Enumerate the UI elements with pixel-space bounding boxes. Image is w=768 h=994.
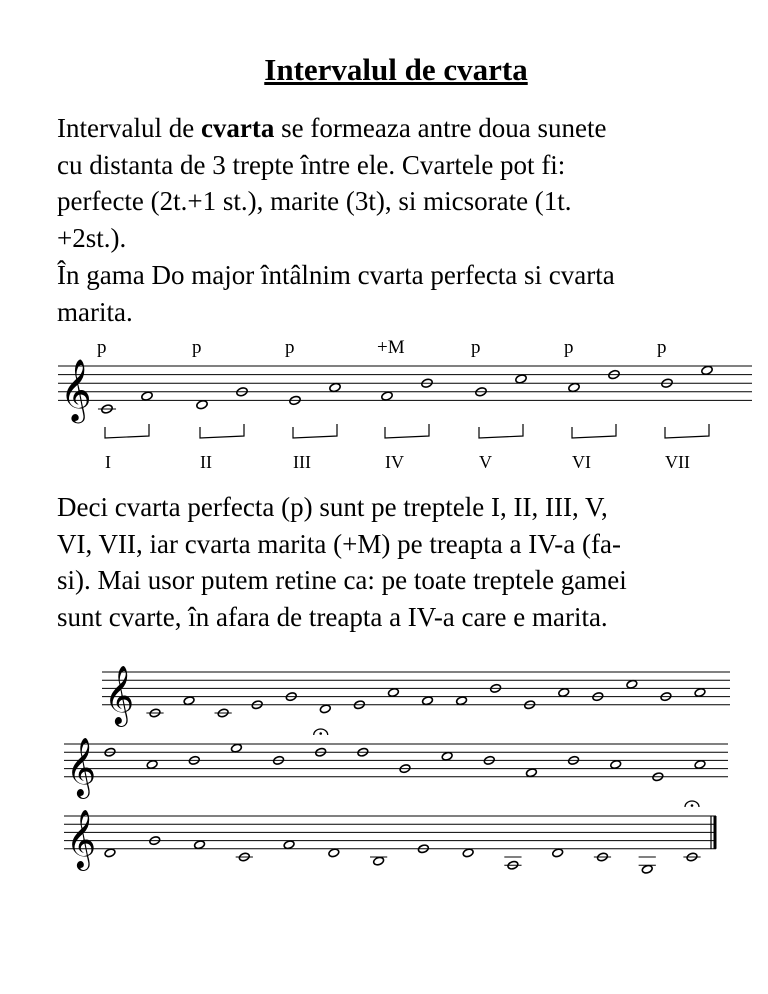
whole-note	[525, 768, 537, 778]
interval-quality-label: p	[657, 337, 667, 358]
text-line: cu distanta de 3 trepte între ele. Cvartele pot fi:	[57, 149, 566, 180]
scale-degree-label: III	[293, 452, 311, 472]
whole-note	[387, 688, 399, 698]
scale-degree-label: IV	[385, 452, 404, 472]
interval-quality-label: p	[285, 337, 295, 358]
whole-note	[462, 848, 474, 858]
text-line: sunt cvarte, în afara de treapta a IV-a care e marita.	[57, 601, 608, 632]
interval-bracket	[293, 424, 337, 438]
whole-note	[422, 696, 434, 706]
whole-note	[328, 848, 340, 858]
page-title: Intervalul de cvarta	[264, 52, 528, 87]
scale-degree-label: VII	[665, 452, 690, 472]
whole-note	[694, 688, 706, 698]
whole-note	[515, 374, 527, 384]
whole-note	[558, 688, 570, 698]
whole-note	[694, 760, 706, 770]
interval-quality-label: +M	[377, 337, 405, 358]
whole-note	[146, 760, 158, 770]
whole-note	[329, 382, 341, 392]
interval-bracket	[385, 424, 429, 438]
whole-note	[104, 848, 116, 858]
whole-note	[641, 864, 653, 874]
fermata-dot	[691, 804, 694, 807]
text-run: se formeaza antre doua sunete	[274, 113, 607, 143]
whole-note	[230, 743, 242, 753]
interval-bracket	[200, 424, 244, 438]
whole-note	[196, 399, 208, 409]
interval-quality-label: p	[192, 337, 202, 358]
fermata-dot	[319, 732, 322, 735]
whole-note	[373, 856, 385, 866]
interval-quality-label: p	[97, 337, 107, 358]
interval-bracket	[665, 424, 709, 438]
interval-bracket	[572, 424, 616, 438]
text-line: Deci cvarta perfecta (p) sunt pe treptele I, II, III, V,	[57, 492, 608, 522]
text-line: si). Mai usor putem retine ca: pe toate treptele gamei	[57, 565, 627, 595]
whole-note	[283, 840, 295, 850]
whole-note	[568, 382, 580, 392]
whole-note	[141, 391, 153, 401]
whole-note	[626, 679, 638, 689]
scale-degree-label: II	[200, 452, 212, 472]
scale-degree-label: V	[479, 452, 492, 472]
whole-note	[194, 840, 206, 850]
whole-note	[552, 848, 564, 858]
text-line: perfecte (2t.+1 st.), marite (3t), si micsorate (1t.	[57, 186, 572, 216]
whole-note	[441, 751, 453, 761]
whole-note	[183, 696, 195, 706]
scale-degree-label: VI	[572, 452, 591, 472]
whole-note	[319, 704, 331, 714]
paragraph-conclusion	[57, 489, 757, 635]
interval-bracket	[105, 424, 149, 438]
interval-quality-label: p	[564, 337, 574, 358]
whole-note	[456, 696, 468, 706]
text-line: marita.	[57, 296, 133, 327]
whole-note	[701, 365, 713, 375]
treble-clef-icon: 𝄞	[66, 809, 97, 869]
text-line: VI, VII, iar cvarta marita (+M) pe treapta a IV-a (fa-	[57, 528, 621, 559]
treble-clef-icon: 𝄞	[60, 359, 92, 422]
interval-bracket	[479, 424, 523, 438]
text-run: Intervalul de	[57, 113, 201, 143]
whole-note	[381, 391, 393, 401]
whole-note	[610, 760, 622, 770]
scale-degree-label: I	[105, 452, 111, 472]
text-line: +2st.).	[57, 222, 127, 253]
interval-quality-label: p	[471, 337, 481, 358]
text-line: În gama Do major întâlnim cvarta perfecta si cvarta	[57, 260, 615, 290]
treble-clef-icon: 𝄞	[66, 737, 97, 797]
treble-clef-icon: 𝄞	[104, 665, 135, 725]
bold-term: cvarta	[200, 113, 275, 143]
